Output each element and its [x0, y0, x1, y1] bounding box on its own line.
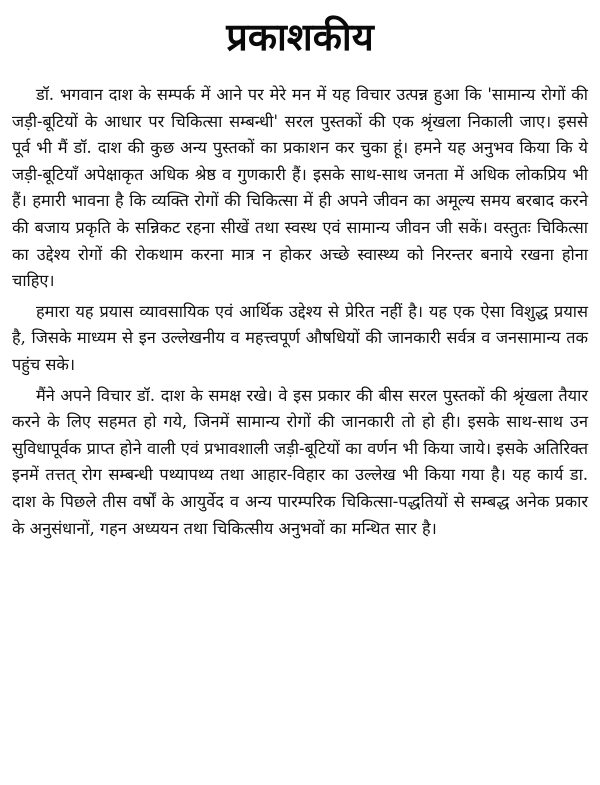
- paragraph-2: हमारा यह प्रयास व्यावसायिक एवं आर्थिक उद्देश्य से प्रेरित नहीं है। यह एक ऐसा विशुद्ध प्रयास है, जिसके माध्यम से इन उल्लेखनीय व महत्त्वपूर्ण औषधियों की जानकारी सर्वत्र व जनसामान्य तक पहुंच सके।: [12, 301, 588, 374]
- paragraph-1: डॉ. भगवान दाश के सम्पर्क में आने पर मेरे मन में यह विचार उत्पन्न हुआ कि 'सामान्य रोगों की जड़ी-बूटियों के आधार पर चिकित्सा सम्बन्धी' सरल पुस्तकों की एक श्रृंखला निकाली जाए। इससे पूर्व भी मैं डॉ. दाश की कुछ अन्य पुस्तकों का प्रकाशन कर चुका हूं। हमने यह अनुभव किया कि ये जड़ी-बूटियाँ अपेक्षाकृत अधिक श्रेष्ठ व गुणकारी हैं। इसके साथ-साथ जनता में अधिक लोकप्रिय भी हैं। हमारी भावना है कि व्यक्ति रोगों की चिकित्सा में ही अपने जीवन का अमूल्य समय बरबाद करने की बजाय प्रकृति के सन्निकट रहना सीखें तथा स्वस्थ एवं सामान्य जीवन जी सकें। वस्तुतः चिकित्सा का उद्देश्य रोगों की रोकथाम करना मात्र न होकर अच्छे स्वास्थ्य को निरन्तर बनाये रखना होना चाहिए।: [12, 85, 588, 291]
- page-title: प्रकाशकीय: [226, 15, 374, 59]
- paragraph-3: मैंने अपने विचार डॉ. दाश के समक्ष रखे। वे इस प्रकार की बीस सरल पुस्तकों की श्रृंखला तैयार करने के लिए सहमत हो गये, जिनमें सामान्य रोगों की जानकारी तो हो ही। इसके साथ-साथ उन सुविधापूर्वक प्राप्त होने वाली एवं प्रभावशाली जड़ी-बूटियों का वर्णन भी किया जाये। इसके अतिरिक्त इनमें तत्तत् रोग सम्बन्धी पथ्यापथ्य तथा आहार-विहार का उल्लेख भी किया गया है। यह कार्य डा. दाश के पिछले तीस वर्षों के आयुर्वेद व अन्य पारम्परिक चिकित्सा-पद्धतियों से सम्बद्ध अनेक प्रकार के अनुसंधानों, गहन अध्ययन तथा चिकित्सीय अनुभवों का मन्थित सार है।: [12, 385, 588, 538]
